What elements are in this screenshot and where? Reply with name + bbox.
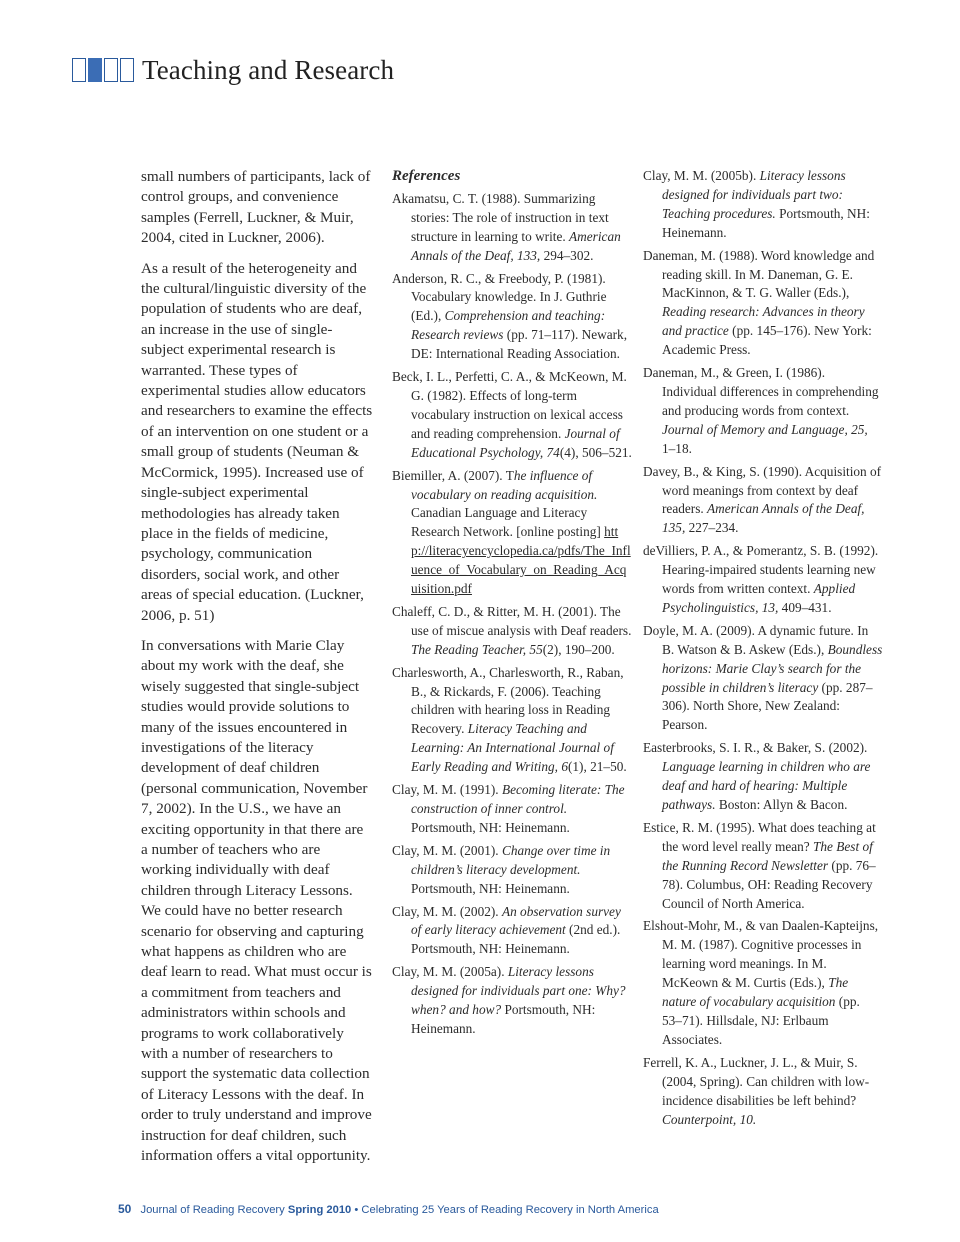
reference-entry: Clay, M. M. (1991). Becoming literate: The construction of inner control. Portsmouth, NH: Heinemann. bbox=[392, 782, 625, 835]
reference-entry: Akamatsu, C. T. (1988). Summarizing stories: The role of instruction in text structure in learning to write. American Annals of the Deaf, 133, 294–302. bbox=[392, 190, 621, 263]
page-header bbox=[72, 55, 394, 86]
page-number: 50 bbox=[118, 1202, 132, 1216]
reference-entry: Doyle, M. A. (2009). A dynamic future. In B. Watson & B. Askew (Eds.), Boundless horizons: Marie Clay’s search for the possible in children’s literacy (pp. 287–306). North Shore, New Zealand: Pearson. bbox=[643, 622, 883, 733]
section-title: Teaching and Research bbox=[142, 55, 395, 85]
journal-issue: Spring 2010 bbox=[287, 1204, 352, 1216]
reference-entry: Easterbrooks, S. I. R., & Baker, S. (2002). Language learning in children who are deaf and hard of hearing: Multiple pathways. Boston: Allyn & Bacon. bbox=[643, 740, 871, 812]
reference-entry: Clay, M. M. (2005a). Literacy lessons designed for individuals part one: Why? when? and how? Portsmouth, NH: Heinemann. bbox=[392, 964, 626, 1036]
section-marker-icon bbox=[72, 58, 134, 82]
reference-entry: Elshout-Mohr, M., & van Daalen-Kapteijns, M. M. (1987). Cognitive processes in learning word meanings. In M. McKeown & M. Curtis (Eds.), The nature of vocabulary acquisition (pp. 53–71). Hillsdale, NJ: Erlbaum Associates. bbox=[643, 918, 879, 1047]
reference-entry: Clay, M. M. (2005b). Literacy lessons designed for individuals part two: Teaching procedures. Portsmouth, NH: Heinemann. bbox=[643, 168, 870, 240]
reference-entry: Ferrell, K. A., Luckner, J. L., & Muir, S. (2004, Spring). Can children with low-incidence disabilities be left behind? Counterpoint, 10. bbox=[643, 1054, 870, 1127]
journal-tagline: • Celebrating 25 Years of Reading Recovery in North America bbox=[354, 1204, 659, 1216]
reference-link[interactable]: http://literacyencyclopedia.ca/pdfs/The_Influence_of_Vocabulary_on_Reading_Acquisition.pdf bbox=[411, 524, 631, 597]
reference-entry: Davey, B., & King, S. (1990). Acquisition of word meanings from context by deaf readers. American Annals of the Deaf, 135, 227–234. bbox=[643, 463, 882, 536]
references-heading: References bbox=[392, 168, 461, 184]
reference-entry: Charlesworth, A., Charlesworth, R., Raban, B., & Rickards, F. (2006). Teaching children with hearing loss in Reading Recovery. Literacy Teaching and Learning: An International Journal of Early Reading and Writing, 6(1), 21–50. bbox=[392, 664, 627, 775]
reference-entry: Clay, M. M. (2002). An observation survey of early literacy achievement (2nd ed.). Portsmouth, NH: Heinemann. bbox=[392, 903, 621, 957]
journal-name: Journal of Reading Recovery bbox=[140, 1204, 285, 1216]
reference-entry: deVilliers, P. A., & Pomerantz, S. B. (1992). Hearing-impaired students learning new words from written context. Applied Psycholinguistics, 13, 409–431. bbox=[643, 543, 879, 615]
reference-entry: Estice, R. M. (1995). What does teaching at the word level really mean? The Best of the Running Record Newsletter (pp. 76–78). Columbus, OH: Reading Recovery Council of North America. bbox=[643, 819, 876, 911]
references-column-1 bbox=[392, 167, 632, 1043]
body-paragraph: In conversations with Marie Clay about my work with the deaf, she wisely suggested that single-subject studies would provide solutions to many of the issues encountered in investigations of the literacy development of deaf children (personal communication, November 7, 2002). In the U.S., we have an exciting opportunity in that there are a number of teachers who are working individually with deaf children through Literacy Lessons. We could have no better research scenario for observing and capturing what happens as children who are deaf learn to read. What must occur is a commitment from teachers and administrators within schools and programs to work collaboratively with a number of researchers to support the systematic data collection of Literacy Lessons with the deaf. In order to truly understand and improve instruction for deaf children, such information offers a vital opportunity. bbox=[141, 636, 372, 1165]
reference-entry: Daneman, M. (1988). Word knowledge and reading skill. In M. Daneman, G. E. MacKinnon, & T. G. Waller (Eds.), Reading research: Advances in theory and practice (pp. 145–176). New York: Academic Press. bbox=[643, 247, 875, 358]
page-footer bbox=[118, 1202, 659, 1216]
body-paragraph: As a result of the heterogeneity and the cultural/linguistic diversity of the population of students who are deaf, an increase in the use of single-subject experimental research is warranted. These types of experimental studies allow educators and researchers to examine the effects of an intervention on one student or a small group of students (Neuman & McCormick, 1995). Increased use of single-subject experimental methodologies has already taken place in the fields of medicine, psychology, communication disorders, social work, and other areas of special education. (Luckner, 2006, p. 51) bbox=[141, 259, 373, 624]
reference-entry: Chaleff, C. D., & Ritter, M. H. (2001). The use of miscue analysis with Deaf readers. The Reading Teacher, 55(2), 190–200. bbox=[392, 603, 632, 657]
reference-entry: Daneman, M., & Green, I. (1986). Individual differences in comprehending and producing words from context. Journal of Memory and Language, 25, 1–18. bbox=[643, 365, 879, 456]
body-text-column bbox=[141, 167, 373, 1177]
reference-entry: Anderson, R. C., & Freebody, P. (1981). Vocabulary knowledge. In J. Guthrie (Ed.), Comprehension and teaching: Research reviews (pp. 71–117). Newark, DE: International Reading Association. bbox=[392, 270, 628, 362]
reference-entry: Biemiller, A. (2007). The influence of vocabulary on reading acquisition. Canadian Language and Literacy Research Network. [online posting] http://literacyencyclopedia.ca/pdfs/The_Influence_of_Vocabulary_on_Reading_Acquisition.pdf bbox=[392, 467, 631, 597]
reference-entry: Beck, I. L., Perfetti, C. A., & McKeown, M. G. (1982). Effects of long-term vocabulary instruction on lexical access and reading comprehension. Journal of Educational Psychology, 74(4), 506–521. bbox=[392, 369, 632, 460]
body-paragraph: small numbers of participants, lack of control groups, and convenience samples (Ferrell, Luckner, & Muir, 2004, cited in Luckner, 2006). bbox=[141, 168, 371, 247]
references-column-2 bbox=[643, 167, 883, 1133]
reference-entry: Clay, M. M. (2001). Change over time in children’s literacy development. Portsmouth, NH: Heinemann. bbox=[392, 842, 611, 896]
